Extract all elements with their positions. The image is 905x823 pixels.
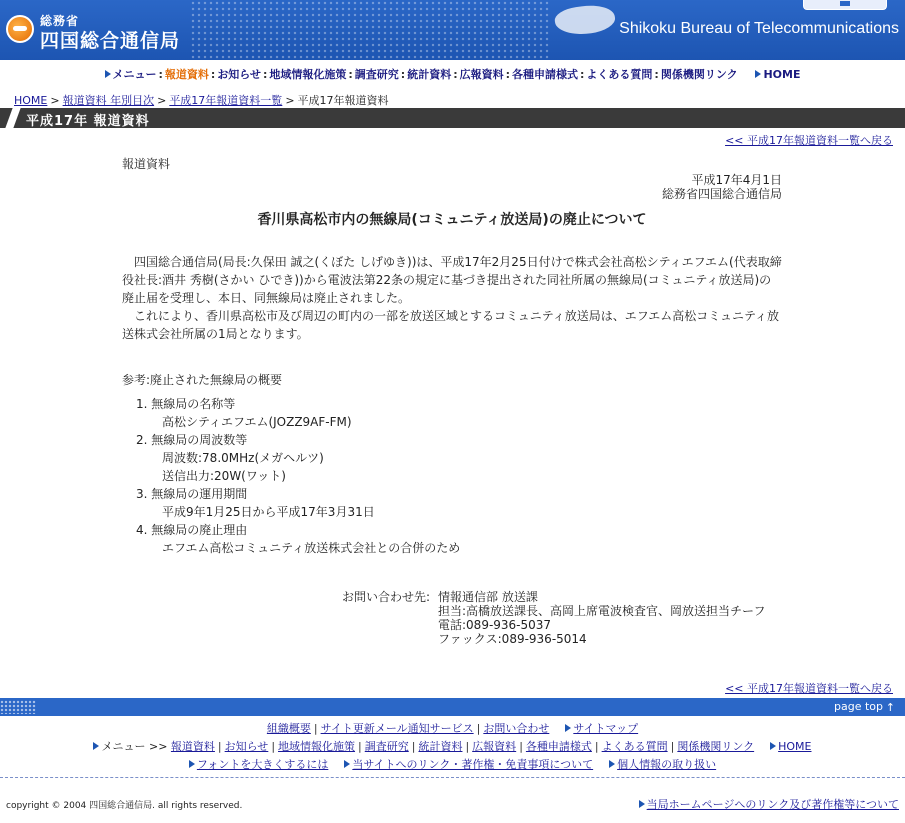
footer-link-privacy[interactable]: 個人情報の取り扱い — [617, 758, 717, 771]
list-item-head: 2. 無線局の周波数等 — [136, 433, 248, 447]
footer-link-linking-policy[interactable] — [639, 796, 899, 812]
footer-link-contact[interactable]: お問い合わせ — [483, 722, 550, 735]
header-pattern — [190, 0, 550, 60]
nav-item-statistics[interactable]: 統計資料 — [407, 68, 452, 81]
list-item-head: 1. 無線局の名称等 — [136, 397, 236, 411]
footer-link-press[interactable]: 報道資料 — [170, 740, 215, 753]
back-link-top[interactable]: << 平成17年報道資料一覧へ戻る — [725, 134, 893, 147]
nav-item-research[interactable]: 調査研究 — [354, 68, 399, 81]
footer-link-organization[interactable]: 組織概要 — [266, 722, 311, 735]
list-item-head: 4. 無線局の廃止理由 — [136, 523, 248, 537]
doc-paragraph: これにより、香川県高松市及び周辺の町内の一部を放送区域とするコミュニティ放送局は、エフエム高松コミュニティ放送株式会社所属の1局となります。 — [122, 309, 780, 341]
arrow-icon — [639, 800, 645, 808]
footer-link-regional[interactable]: 地域情報化施策 — [278, 740, 356, 753]
doc-paragraph: 四国総合通信局(局長:久保田 誠之(くぼた しげゆき))は、平成17年2月25日付けで株式会社高松シティエフエム(代表取締役社長:酒井 秀樹(さかい ひでき))から電波法第22条の規定に基づき提出された同社所属の無線局(コミュニティ放送局)の廃止届を受理し、本日、同無線局は廃止されました。 — [122, 255, 782, 305]
arrow-icon — [93, 742, 99, 750]
contact-line: ファックス:089-936-5014 — [438, 632, 587, 646]
dots-decoration — [0, 700, 36, 714]
footer-link-forms[interactable]: 各種申請様式 — [525, 740, 592, 753]
breadcrumb-yearly-index[interactable]: 報道資料 年別目次 — [62, 94, 155, 107]
footer-link-news[interactable]: お知らせ — [224, 740, 269, 753]
logo-icon — [6, 15, 34, 43]
list-item-detail: 周波数:78.0MHz(メガヘルツ) — [162, 451, 324, 465]
list-item-detail: 平成9年1月25日から平成17年3月31日 — [162, 505, 375, 519]
footer-link-mail-service[interactable]: サイト更新メール通知サービス — [320, 722, 474, 735]
arrow-icon — [105, 70, 111, 78]
nav-item-news[interactable]: お知らせ — [217, 68, 261, 81]
arrow-icon — [755, 70, 761, 78]
footer-divider — [0, 777, 905, 778]
site-header — [0, 0, 905, 60]
contact-line: 担当:高橋放送課長、高岡上席電波検査官、岡放送担当チーフ — [438, 604, 766, 618]
footer-link-research[interactable]: 調査研究 — [364, 740, 409, 753]
contact-line: 情報通信部 放送課 — [438, 590, 538, 604]
arrow-icon — [565, 724, 571, 732]
nav-menu-label: メニュー — [112, 68, 157, 81]
org-small-label: 総務省 — [40, 14, 80, 28]
footer-link-home[interactable]: HOME — [778, 740, 812, 753]
org-english-name: Shikoku Bureau of Telecommunications — [619, 20, 899, 37]
breadcrumb-list[interactable]: 平成17年報道資料一覧 — [169, 94, 283, 107]
contact-line: 電話:089-936-5037 — [438, 618, 552, 632]
arrow-icon — [609, 760, 615, 768]
ref-heading: 参考:廃止された無線局の概要 — [122, 373, 283, 387]
nav-item-home[interactable]: HOME — [763, 68, 801, 81]
footer-link-font-size[interactable]: フォントを大きくするには — [196, 758, 329, 771]
top-nav: メニュー : 報道資料 : お知らせ : 地域情報化施策 : 調査研究 : 統計資料 : 広報資料 : 各種申請様式 : よくある質問 : 関係機関リンク HOME — [0, 66, 905, 82]
list-item-detail: 送信出力:20W(ワット) — [162, 469, 286, 483]
breadcrumb-home[interactable]: HOME — [14, 94, 48, 107]
breadcrumb: HOME > 報道資料 年別目次 > 平成17年報道資料一覧 > 平成17年報道資料 — [14, 94, 389, 107]
page-title: 平成17年 報道資料 — [26, 114, 150, 129]
footer-bar — [0, 698, 905, 716]
doc-kind: 報道資料 — [122, 157, 171, 171]
page-top-link[interactable]: page top — [834, 700, 883, 713]
list-item-detail: 高松シティエフエム(JOZZ9AF-FM) — [162, 415, 352, 429]
org-name[interactable]: 四国総合通信局 — [40, 30, 181, 52]
header-tab[interactable] — [803, 0, 887, 10]
footer-menu-label: メニュー >> — [101, 740, 168, 753]
contact-label: お問い合わせ先: — [342, 590, 431, 604]
nav-item-regional[interactable]: 地域情報化施策 — [269, 68, 347, 81]
footer-row-1: 組織概要 | サイト更新メール通知サービス | お問い合わせ サイトマップ — [266, 722, 639, 735]
arrow-icon — [344, 760, 350, 768]
nav-item-forms[interactable]: 各種申請様式 — [512, 68, 579, 81]
doc-issuer: 総務省四国総合通信局 — [661, 187, 782, 201]
footer-link-faq[interactable]: よくある質問 — [601, 740, 668, 753]
doc-title: 香川県高松市内の無線局(コミュニティ放送局)の廃止について — [257, 212, 647, 228]
slash-decoration — [5, 108, 20, 128]
copyright: copyright © 2004 四国総合通信局. all rights reserved. — [6, 801, 243, 811]
footer-link-pr[interactable]: 広報資料 — [472, 740, 517, 753]
footer-link-statistics[interactable]: 統計資料 — [418, 740, 463, 753]
footer-link-copyright[interactable]: 当サイトへのリンク・著作権・免責事項について — [352, 758, 594, 771]
back-link-bottom[interactable]: << 平成17年報道資料一覧へ戻る — [725, 682, 893, 695]
arrow-icon — [189, 760, 195, 768]
shikoku-map-icon — [553, 2, 616, 38]
footer-link-links[interactable]: 関係機関リンク — [677, 740, 755, 753]
nav-item-faq[interactable]: よくある質問 — [586, 68, 653, 81]
press-release — [122, 155, 782, 646]
doc-date: 平成17年4月1日 — [691, 173, 782, 187]
footer-row-2: メニュー >> 報道資料 | お知らせ | 地域情報化施策 | 調査研究 | 統計資料 | 広報資料 | 各種申請様式 | よくある質問 | 関係機関リンク HOME — [0, 738, 905, 754]
page-title-bar — [0, 108, 905, 128]
list-item-detail: エフエム高松コミュニティ放送株式会社との合併のため — [162, 541, 461, 555]
breadcrumb-current: 平成17年報道資料 — [297, 94, 389, 107]
arrow-icon — [770, 742, 776, 750]
footer-link-sitemap[interactable]: サイトマップ — [573, 722, 639, 735]
list-item-head: 3. 無線局の運用期間 — [136, 487, 248, 501]
nav-item-press[interactable]: 報道資料 — [164, 68, 209, 81]
footer-link-linking-policy-label[interactable]: 当局ホームページへのリンク及び著作権等について — [646, 798, 899, 811]
up-arrow-icon[interactable]: ↑ — [885, 701, 895, 714]
footer-row-3 — [0, 756, 905, 772]
nav-item-links[interactable]: 関係機関リンク — [660, 68, 738, 81]
nav-item-pr[interactable]: 広報資料 — [459, 68, 504, 81]
